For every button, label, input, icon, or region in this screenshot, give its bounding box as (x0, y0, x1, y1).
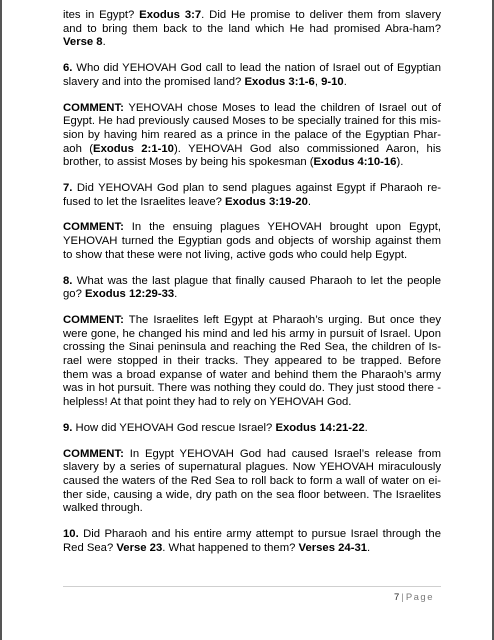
comment-7 (63, 221, 441, 262)
text-run: . What happened to them? (162, 541, 299, 554)
text-run: The Israelites left Egypt at Pharaoh’s urging. But once they were gone, he changed his mind and led his army in pursuit of Israel. Upon crossing the Sinai peninsula and reaching the Red Sea, the children of Is-rael were stopped in their tracks. They appeared to be trapped. Before them was a broad expanse of water and behind them the Pharaoh’s army was in hot pursuit. There was nothing they could do. They just stood there - helpless! At that point they had to rely on YEHOVAH God. (63, 313, 441, 409)
bold-reference: COMMENT: (63, 101, 124, 114)
bold-reference: 6. (63, 62, 73, 75)
text-run: . (102, 36, 106, 49)
text-run: In Egypt YEHOVAH God had caused Israel’s release from slavery by a series of supernatural plagues. Now YEHOVAH miraculously caused the waters of the Red Sea to roll back to form a wall of water on ei-ther side, causing a wide, dry path on the sea floor between. The Israelites walked through. (63, 447, 441, 515)
bold-reference: Exodus 2:1-10 (93, 142, 174, 155)
question-9 (63, 422, 441, 436)
text-run: How did YEHOVAH God rescue Israel? (72, 421, 276, 434)
footer-divider (63, 586, 441, 587)
bold-reference: 9-10 (321, 75, 344, 88)
text-run: . (364, 421, 368, 434)
text-run: Did Pharaoh and his entire army attempt to pursue Israel through the Red Sea? (63, 528, 441, 554)
bold-reference: 9. (63, 421, 73, 434)
bold-reference: COMMENT: (63, 447, 124, 460)
footer-separator: | (401, 592, 404, 603)
text-run: ). (396, 156, 404, 169)
page-label: Page (405, 592, 434, 603)
question-6 (63, 62, 441, 89)
question-10 (63, 528, 441, 555)
text-run: Did YEHOVAH God plan to send plagues against Egypt if Pharaoh re-fused to let the Israelites leave? (63, 182, 441, 208)
text-run: YEHOVAH chose Moses to lead the children of Israel out of Egypt. He had previously caused Moses to be specially trained for this mis-sion by having him reared as a prince in the palace of the Egyptian Phar-aoh ( (63, 101, 441, 155)
text-run: . Did He promise to deliver them from slavery and to bring them back to the land which He had promised Abra-ham? (63, 9, 441, 35)
text-run: In the ensuing plagues YEHOVAH brought upon Egypt, YEHOVAH turned the Egyptian gods and objects of worship against them to show that these were not living, active gods who could help Egypt. (63, 221, 441, 261)
text-run: . (307, 195, 312, 208)
text-run: . (343, 75, 347, 88)
question-7 (63, 182, 441, 209)
bold-reference: Exodus 3:7 (139, 9, 202, 21)
question-8 (63, 275, 441, 302)
bold-reference: COMMENT: (63, 221, 124, 234)
page-footer (394, 592, 434, 603)
bold-reference: Exodus 4:10-16 (313, 156, 397, 169)
bold-reference: Verses 24-31 (298, 541, 368, 554)
bold-reference: Exodus 12:29-33 (85, 288, 175, 301)
bold-reference: 7. (63, 182, 73, 195)
bold-reference: Exodus 3:19-20 (225, 195, 308, 208)
text-run: ites in Egypt? (63, 9, 140, 21)
text-run: What was the last plague that finally caused Pharaoh to let the people go? (63, 274, 441, 301)
text-run: . (174, 288, 178, 301)
text-run: ). YEHOVAH God also commissioned Aaron, his brother, to assist Moses by being his spokesman ( (63, 142, 441, 169)
bold-reference: 8. (63, 274, 73, 287)
bold-reference: Verse 8 (63, 36, 103, 49)
document-body (63, 9, 441, 568)
text-run: . (367, 541, 371, 554)
bold-reference: COMMENT: (63, 313, 124, 326)
text-run: , (314, 75, 322, 88)
bold-reference: Exodus 3:1-6 (244, 75, 315, 88)
bold-reference: Exodus 14:21-22 (275, 421, 365, 434)
bold-reference: 10. (63, 528, 79, 541)
text-run: Who did YEHOVAH God call to lead the nation of Israel out of Egyptian slavery and into the promised land? (63, 62, 441, 88)
comment-6 (63, 102, 441, 171)
comment-8 (63, 314, 441, 410)
paragraph-intro-continued (63, 9, 441, 50)
page-number: 7 (394, 592, 400, 603)
comment-9 (63, 448, 441, 517)
bold-reference: Verse 23 (116, 541, 163, 554)
